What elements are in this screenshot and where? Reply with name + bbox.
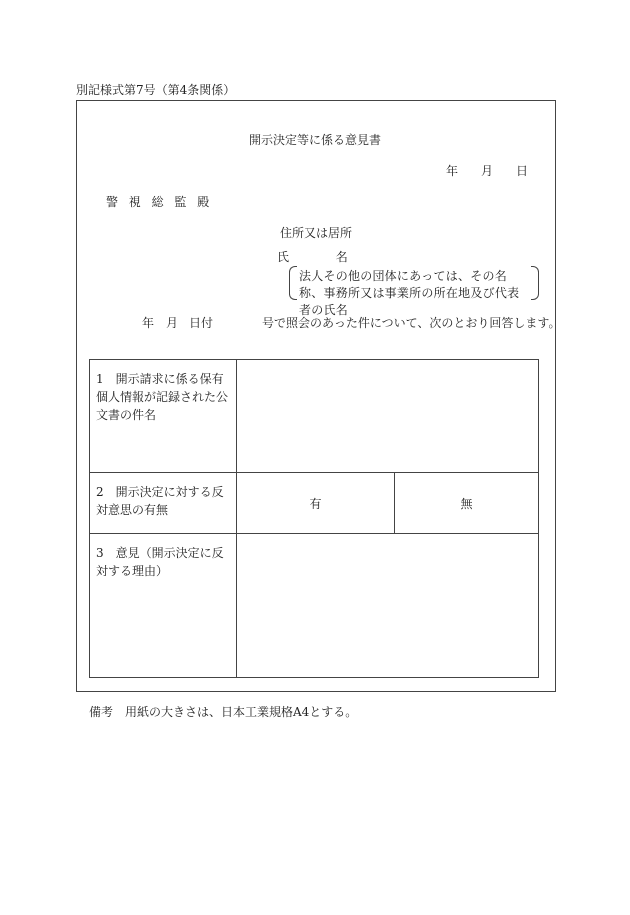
- row-opinion: [90, 534, 539, 678]
- row2-label: 2 開示決定に対する反対意思の有無: [90, 473, 237, 534]
- corporate-note: 法人その他の団体にあっては、その名称、事務所又は事業所の所在地及び代表者の氏名: [299, 269, 520, 317]
- opinion-table: [89, 359, 539, 678]
- right-brace: [531, 266, 539, 300]
- footnote: 備考 用紙の大きさは、日本工業規格A4とする。: [89, 705, 358, 719]
- date-day: 日: [516, 164, 529, 178]
- row-document-name: [90, 360, 539, 473]
- ref-month: 月: [166, 316, 179, 330]
- row3-value[interactable]: [237, 534, 539, 678]
- address-label: 住所又は居所: [280, 226, 353, 240]
- corporate-note-brace: [289, 266, 539, 317]
- ref-text: 号で照会のあった件について、次のとおり回答します。: [262, 316, 561, 330]
- date-year: 年: [446, 164, 459, 178]
- ref-day: 日付: [189, 316, 214, 330]
- row1-value[interactable]: [237, 360, 539, 473]
- ref-year: 年: [142, 316, 155, 330]
- date-month: 月: [481, 164, 494, 178]
- addressee: 警視総監殿: [106, 195, 221, 209]
- name-label: 氏名: [277, 250, 395, 264]
- document-title: 開示決定等に係る意見書: [248, 133, 381, 147]
- row3-label: 3 意見（開示決定に反対する理由）: [90, 534, 237, 678]
- form-id: 別記様式第7号（第4条関係）: [76, 83, 236, 97]
- left-brace: [289, 266, 297, 300]
- row1-label: 1 開示請求に係る保有個人情報が記録された公文書の件名: [90, 360, 237, 473]
- option-yes[interactable]: 有: [237, 473, 395, 534]
- row-objection: [90, 473, 539, 534]
- option-no[interactable]: 無: [395, 473, 539, 534]
